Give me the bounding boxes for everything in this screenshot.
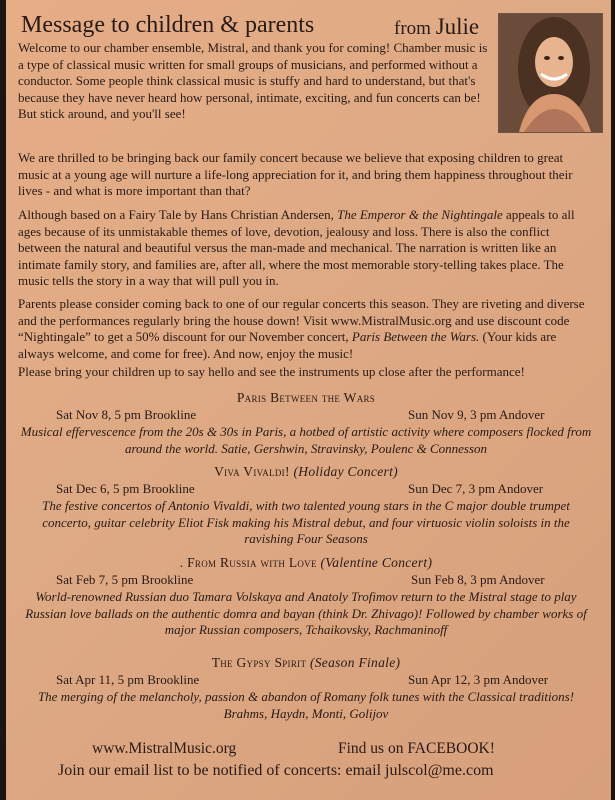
story-text-start: Although based on a Fairy Tale by Hans Christian Andersen, <box>18 207 338 222</box>
concert-description: Musical effervescence from the 20s & 30s in Paris, a hotbed of artistic activity where composers flocked from around the world. Satie, Gershwin, Stravinsky, Poulenc & Connesson <box>20 424 592 456</box>
website-link: www.MistralMusic.org <box>92 740 237 757</box>
story-paragraph <box>18 207 590 290</box>
concert-date-brookline: Sat Dec 6, 5 pm Brookline <box>56 481 195 496</box>
concert-name: Paris Between the Wars <box>236 390 376 405</box>
concert-listing <box>16 464 596 548</box>
story-title: The Emperor & the Nightingale <box>337 207 503 222</box>
from-name: Julie <box>435 14 480 39</box>
portrait-photo <box>498 13 603 133</box>
from-label: from <box>394 18 431 39</box>
concert-subtitle: (Holiday Concert) <box>293 464 398 479</box>
family-concert-paragraph: We are thrilled to be bringing back our family concert because we believe that exposing children to great music at a young age will nurture a life-long appreciation for it, and bring them happiness throughout their lives - and what is more important than that? <box>18 150 573 198</box>
concert-description: The festive concertos of Antonio Vivaldi, with two talented young stars in the C major double trumpet concerto, guitar celebrity Eliot Fisk making his Mistral debut, and four virtuosic violin soloists in the ravishing Four Seasons <box>42 498 570 546</box>
concert-date-andover: Sun Feb 8, 3 pm Andover <box>411 572 545 587</box>
concert-name: . From Russia with Love <box>179 555 317 570</box>
concert-date-andover: Sun Dec 7, 3 pm Andover <box>408 481 544 496</box>
from-line <box>394 14 479 40</box>
concert-title <box>16 555 596 571</box>
concert-dates <box>16 671 596 689</box>
concert-name: Viva Vivaldi! <box>214 464 290 479</box>
story-text-end: appeals to all ages because of its unmistakable themes of love, devotion, jealousy and loss. There is also the conflict between the natural and beautiful versus the man-made and mechanical. The narration is written like an intimate family story, and families are, after all, where the most memorable story-telling takes place. The music tells the story in a way that will pull you in. <box>18 207 575 288</box>
concert-subtitle: (Valentine Concert) <box>320 555 433 570</box>
parents-paragraph <box>18 296 590 362</box>
concert-description: The merging of the melancholy, passion & abandon of Romany folk tunes with the Classical traditions! Brahms, Haydn, Monti, Golijov <box>37 689 575 721</box>
concert-dates <box>16 480 596 498</box>
facebook-note: Find us on FACEBOOK! <box>338 740 495 757</box>
concert-subtitle: (Season Finale) <box>309 655 401 670</box>
concert-date-andover: Sun Nov 9, 3 pm Andover <box>408 407 545 422</box>
concert-description: World-renowned Russian duo Tamara Volskaya and Anatoly Trofimov return to the Mistral stage to play Russian love ballads on the authentic domra and bayan (think Dr. Zhivago)! Followed by chamber works of major Russian composers, Tchaikovsky, Rachmaninoff <box>25 589 587 637</box>
concert-title <box>16 655 596 671</box>
email-signup-note: Join our email list to be notified of concerts: email julscol@me.com <box>58 762 494 779</box>
concert-title <box>16 390 596 406</box>
parents-text-start: Parents please consider coming back to one of our regular concerts this season. They are riveting and diverse and the performances regularly bring the house down! Visit www.MistralMusic.org and use discount code “Nightingale” to get a 50% discount for our November concert, <box>18 296 585 344</box>
parents-text-end: (Your kids are always welcome, and come for free). And now, enjoy the music! <box>18 329 557 361</box>
concert-listing <box>16 655 596 722</box>
page-title: Message to children & parents <box>21 12 315 38</box>
concert-name: The Gypsy Spirit <box>211 655 307 670</box>
portrait-photo-icon <box>499 14 602 132</box>
concert-dates <box>16 406 596 424</box>
concert-title <box>16 464 596 480</box>
concert-date-andover: Sun Apr 12, 3 pm Andover <box>408 672 549 687</box>
concert-date-brookline: Sat Apr 11, 5 pm Brookline <box>56 672 200 687</box>
concert-listing <box>16 555 596 639</box>
concert-dates <box>16 571 596 589</box>
concert-date-brookline: Sat Nov 8, 5 pm Brookline <box>56 407 197 422</box>
parents-concert-title: Paris Between the Wars. <box>351 329 480 344</box>
instruments-paragraph: Please bring your children up to say hello and see the instruments up close after the performance! <box>18 364 525 379</box>
concert-date-brookline: Sat Feb 7, 5 pm Brookline <box>56 572 194 587</box>
intro-paragraph: Welcome to our chamber ensemble, Mistral, and thank you for coming! Chamber music is a type of classical music written for small groups of musicians, and performed without a conductor. Some people think classical music is stuffy and hard to understand, but that's because they have never heard how personal, intimate, exciting, and fun concerts can be! But stick around, and you'll see! <box>18 40 488 121</box>
concert-listing <box>16 390 596 457</box>
